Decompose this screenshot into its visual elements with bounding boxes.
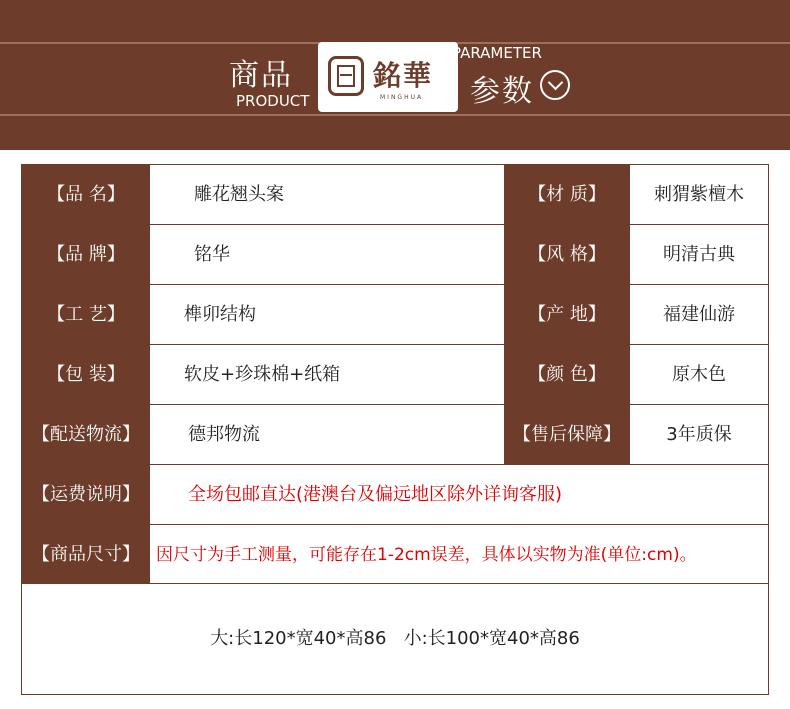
chevron-down-icon bbox=[540, 70, 570, 100]
header-title-en-left: PRODUCT bbox=[236, 92, 310, 110]
dimensions-box bbox=[21, 583, 769, 695]
header-title-cn-left: 商品 bbox=[229, 58, 293, 93]
size-label: 【商品尺寸】 bbox=[22, 525, 150, 585]
row-value: 榫卯结构 bbox=[150, 285, 504, 345]
row-label: 【品 名】 bbox=[22, 165, 150, 225]
brand-mark-icon bbox=[328, 56, 364, 96]
header-banner bbox=[0, 0, 790, 150]
table-row bbox=[22, 165, 768, 225]
parameter-table bbox=[21, 164, 769, 584]
table-row bbox=[22, 405, 768, 465]
table-row bbox=[22, 345, 768, 405]
row-value: 刺猬紫檀木 bbox=[630, 165, 768, 225]
header-title-cn-right: 参数 bbox=[470, 74, 534, 109]
row-label: 【品 牌】 bbox=[22, 225, 150, 285]
dimensions-text: 大:长120*宽40*高86 小:长100*宽40*高86 bbox=[210, 628, 580, 649]
brand-logo bbox=[318, 42, 458, 112]
row-label: 【包 装】 bbox=[22, 345, 150, 405]
row-label: 【配送物流】 bbox=[22, 405, 150, 465]
row-value: 软皮+珍珠棉+纸箱 bbox=[150, 345, 504, 405]
size-value: 因尺寸为手工测量，可能存在1-2cm误差，具体以实物为准(单位:cm)。 bbox=[150, 525, 768, 585]
row-value: 原木色 bbox=[630, 345, 768, 405]
table-row-size bbox=[22, 525, 768, 585]
row-value: 铭华 bbox=[150, 225, 504, 285]
row-value: 福建仙游 bbox=[630, 285, 768, 345]
row-label: 【材 质】 bbox=[504, 165, 630, 225]
row-label: 【产 地】 bbox=[504, 285, 630, 345]
shipping-label: 【运费说明】 bbox=[22, 465, 150, 525]
row-label: 【工 艺】 bbox=[22, 285, 150, 345]
header-bottom-rule bbox=[0, 114, 790, 116]
table-row-shipping bbox=[22, 465, 768, 525]
brand-name: 銘華 bbox=[373, 59, 434, 92]
row-value: 明清古典 bbox=[630, 225, 768, 285]
brand-subtitle: MINGHUA bbox=[380, 94, 424, 101]
row-label: 【风 格】 bbox=[504, 225, 630, 285]
row-value: 德邦物流 bbox=[150, 405, 504, 465]
row-value: 3年质保 bbox=[630, 405, 768, 465]
row-label: 【颜 色】 bbox=[504, 345, 630, 405]
shipping-value: 全场包邮直达(港澳台及偏远地区除外详询客服) bbox=[150, 465, 768, 525]
row-label: 【售后保障】 bbox=[504, 405, 630, 465]
header-title-en-right: PARAMETER bbox=[452, 44, 542, 62]
table-row bbox=[22, 225, 768, 285]
row-value: 雕花翘头案 bbox=[150, 165, 504, 225]
table-row bbox=[22, 285, 768, 345]
